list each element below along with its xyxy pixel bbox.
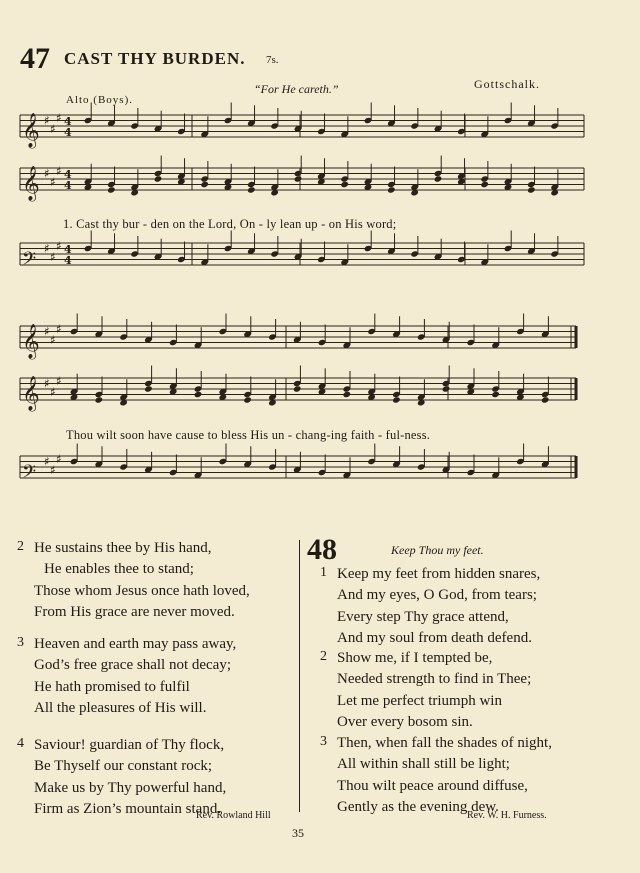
verse-line: Saviour! guardian of Thy flock, (34, 737, 225, 753)
note-head (107, 186, 116, 193)
lyrics-line-2: Thou wilt soon have cause to bless His un - chang-ing faith - ful-ness. (66, 428, 431, 442)
sharp-sign: ♯ (50, 174, 56, 189)
verse-line: God’s free grace shall not decay; (34, 657, 231, 674)
verse-line: He enables thee to stand; (44, 561, 194, 578)
verse-line: Thou wilt peace around diffuse, (337, 777, 528, 794)
verse-line: Make us by Thy powerful hand, (34, 779, 227, 796)
verse-number: 2 (320, 649, 327, 664)
note-head (491, 391, 500, 398)
verse-line: Over every bosom sin. (337, 713, 473, 730)
sharp-sign: ♯ (44, 241, 50, 256)
author-credit-48: Rev. W. H. Furness. (467, 810, 547, 821)
sharp-sign: ♯ (56, 321, 62, 336)
column-divider (299, 540, 300, 812)
sharp-sign: ♯ (44, 166, 50, 181)
verse-line: Let me perfect triumph win (337, 692, 502, 709)
verse-number: 2 (17, 539, 24, 554)
note-head (541, 396, 550, 403)
hymn-title-47: CAST THY BURDEN. (64, 49, 246, 68)
verse-line: And my eyes, O God, from tears; (337, 587, 537, 604)
note-head (527, 186, 536, 193)
note-head (434, 175, 443, 182)
note-head (95, 396, 104, 403)
verse-line: Gently as the evening dew. (337, 798, 499, 815)
note-head (243, 396, 252, 403)
bass-clef: 𝄢 (22, 249, 37, 274)
hymn-title-48: Keep Thou my feet. (391, 543, 484, 557)
time-signature: 4 (64, 179, 72, 192)
verse-line: He sustains thee by His hand, (34, 540, 212, 556)
verse-line: He hath promised to fulfil (34, 678, 190, 695)
verse-line: Heaven and earth may pass away, (34, 636, 237, 652)
sharp-sign: ♯ (56, 110, 62, 125)
composer: Gottschalk. (474, 77, 540, 91)
verse-line: Then, when fall the shades of night, (337, 735, 552, 751)
verse-line: Be Thyself our constant rock; (34, 758, 213, 775)
lyrics-line-1: 1. Cast thy bur - den on the Lord, On - ly lean up - on His word; (63, 217, 397, 231)
note-head (247, 186, 256, 193)
verse-line: Firm as Zion’s mountain stand. (34, 800, 222, 817)
sharp-sign: ♯ (56, 373, 62, 388)
author-credit-47: Rev. Rowland Hill (196, 810, 271, 821)
treble-clef: 𝄞 (22, 113, 40, 148)
time-signature: 4 (64, 126, 72, 139)
verse-line: Those whom Jesus once hath loved, (34, 582, 250, 599)
time-signature: 4 (64, 115, 72, 128)
note-head (154, 175, 163, 182)
sharp-sign: ♯ (56, 238, 62, 253)
sharp-sign: ♯ (44, 376, 50, 391)
note-head (340, 181, 349, 188)
sharp-sign: ♯ (56, 163, 62, 178)
time-signature: 4 (64, 254, 72, 267)
sharp-sign: ♯ (50, 249, 56, 264)
note-head (293, 385, 302, 392)
verse-number: 4 (17, 736, 24, 751)
verse-line: Keep my feet from hidden snares, (337, 566, 541, 582)
treble-clef: 𝄞 (22, 376, 40, 411)
verse-number: 3 (320, 734, 327, 749)
verse-line: All within shall still be light; (337, 756, 510, 773)
verse-line: All the pleasures of His will. (34, 699, 207, 716)
note-head (194, 391, 203, 398)
sharp-sign: ♯ (44, 454, 50, 469)
sharp-sign: ♯ (50, 384, 56, 399)
verse-number: 1 (320, 565, 327, 580)
note-head (200, 181, 209, 188)
sharp-sign: ♯ (50, 462, 56, 477)
note-head (387, 186, 396, 193)
time-signature: 4 (64, 168, 72, 181)
note-head (343, 391, 352, 398)
verse-line: And my soul from death defend. (337, 629, 532, 646)
page-number: 35 (292, 826, 304, 840)
note-head (480, 181, 489, 188)
hymn-number-47: 47 (20, 42, 50, 75)
verse-line: Every step Thy grace attend, (337, 608, 509, 625)
alto-label: Alto (Boys). (66, 94, 133, 106)
note-head (392, 396, 401, 403)
verse-line: Needed strength to find in Thee; (337, 671, 532, 688)
sharp-sign: ♯ (44, 324, 50, 339)
verse-number: 3 (17, 635, 24, 650)
verse-line: From His grace are never moved. (34, 603, 235, 620)
verse-line: Show me, if I tempted be, (337, 650, 493, 666)
sharp-sign: ♯ (50, 121, 56, 136)
note-head (294, 175, 303, 182)
sharp-sign: ♯ (44, 113, 50, 128)
treble-clef: 𝄞 (22, 324, 40, 359)
bass-clef: 𝄢 (22, 462, 37, 487)
hymn-meter: 7s. (266, 54, 279, 66)
time-signature: 4 (64, 243, 72, 256)
treble-clef: 𝄞 (22, 166, 40, 201)
hymn-motto: “For He careth.” (254, 82, 339, 96)
note-head (442, 385, 451, 392)
sharp-sign: ♯ (50, 332, 56, 347)
hymn-number-48: 48 (307, 533, 337, 566)
sharp-sign: ♯ (56, 451, 62, 466)
note-head (144, 385, 153, 392)
